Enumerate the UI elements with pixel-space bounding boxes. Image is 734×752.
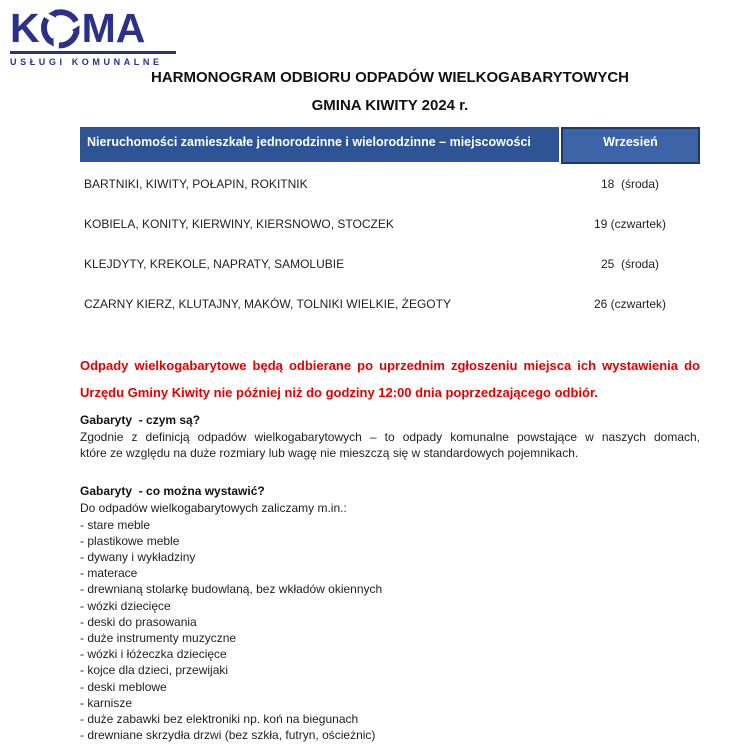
list-item: - duże instrumenty muzyczne bbox=[80, 631, 237, 646]
notice-line-2: Urzędu Gminy Kiwity nie później niż do godziny 12:00 dnia poprzedzającego odbiór. bbox=[80, 385, 598, 400]
section-definition bbox=[80, 411, 700, 461]
document-title bbox=[80, 64, 700, 120]
table-row bbox=[80, 204, 700, 244]
logo-subtitle: USŁUGI KOMUNALNE bbox=[10, 57, 163, 67]
logo-letters-ma: MA bbox=[81, 5, 146, 51]
list-item: - deski meblowe bbox=[80, 679, 167, 694]
document-body bbox=[80, 0, 700, 743]
header-cell-localities: Nieruchomości zamieszkałe jednorodzinne i wielorodzinne – miejscowości bbox=[80, 127, 559, 162]
table-row bbox=[80, 284, 700, 324]
list-item: - stare meble bbox=[80, 517, 151, 532]
title-line-1: HARMONOGRAM ODBIORU ODPADÓW WIELKOGABARYTOWYCH bbox=[150, 69, 630, 86]
list-item: - materace bbox=[80, 566, 138, 581]
pickup-notice bbox=[80, 352, 700, 406]
row-localities: KOBIELA, KONITY, KIERWINY, KIERSNOWO, STOCZEK bbox=[84, 217, 394, 231]
logo-letter-k: K bbox=[10, 5, 39, 51]
list-item: - drewniane skrzydła drzwi (bez szkła, futryn, ościeżnic) bbox=[80, 728, 376, 743]
row-date: 25 (środa) bbox=[600, 257, 660, 271]
definition-line-1: Zgodnie z definicją odpadów wielkogabarytowych – to odpady komunalne powstające w naszych domach, bbox=[80, 430, 700, 444]
list-item: - plastikowe meble bbox=[80, 533, 180, 548]
list-item: - drewnianą stolarkę budowlaną, bez wkładów okiennych bbox=[80, 582, 383, 597]
header-cell-month: Wrzesień bbox=[561, 127, 700, 164]
row-localities: CZARNY KIERZ, KLUTAJNY, MAKÓW, TOLNIKI WIELKIE, ŻEGOTY bbox=[84, 297, 451, 311]
row-date: 18 (środa) bbox=[600, 177, 660, 191]
definition-line-2: które ze względu na duże rozmiary lub wagę nie mieszczą się w standardowych pojemnikach. bbox=[80, 446, 579, 461]
section-allowed-items bbox=[80, 482, 700, 743]
schedule-table-header bbox=[80, 127, 700, 164]
row-date: 19 (czwartek) bbox=[593, 217, 667, 231]
row-localities: KLEJDYTY, KREKOLE, NAPRATY, SAMOLUBIE bbox=[84, 257, 345, 271]
list-item: - karnisze bbox=[80, 695, 133, 710]
notice-line-1: Odpady wielkogabarytowe będą odbierane po uprzednim zgłoszeniu miejsca ich wystawienia do bbox=[80, 358, 700, 373]
table-row bbox=[80, 244, 700, 284]
list-item: - deski do prasowania bbox=[80, 614, 197, 629]
list-item: - wózki i łóżeczka dziecięce bbox=[80, 647, 227, 662]
recycle-swirl-icon bbox=[40, 8, 81, 49]
list-item: - duże zabawki bez elektroniki np. koń na biegunach bbox=[80, 712, 359, 727]
row-date: 26 (czwartek) bbox=[593, 297, 667, 311]
schedule-table bbox=[80, 127, 700, 324]
list-item: - wózki dziecięce bbox=[80, 598, 171, 613]
section-definition-heading: Gabaryty - czym są? bbox=[80, 413, 201, 427]
row-localities: BARTNIKI, KIWITY, POŁAPIN, ROKITNIK bbox=[84, 177, 308, 191]
title-line-2: GMINA KIWITY 2024 r. bbox=[311, 97, 469, 114]
list-item: - kojce dla dzieci, przewijaki bbox=[80, 663, 229, 678]
list-item: - dywany i wykładziny bbox=[80, 550, 196, 565]
allowed-items-intro: Do odpadów wielkogabarytowych zaliczamy m.in.: bbox=[80, 501, 347, 516]
table-row bbox=[80, 164, 700, 204]
section-allowed-heading: Gabaryty - co można wystawić? bbox=[80, 484, 265, 499]
